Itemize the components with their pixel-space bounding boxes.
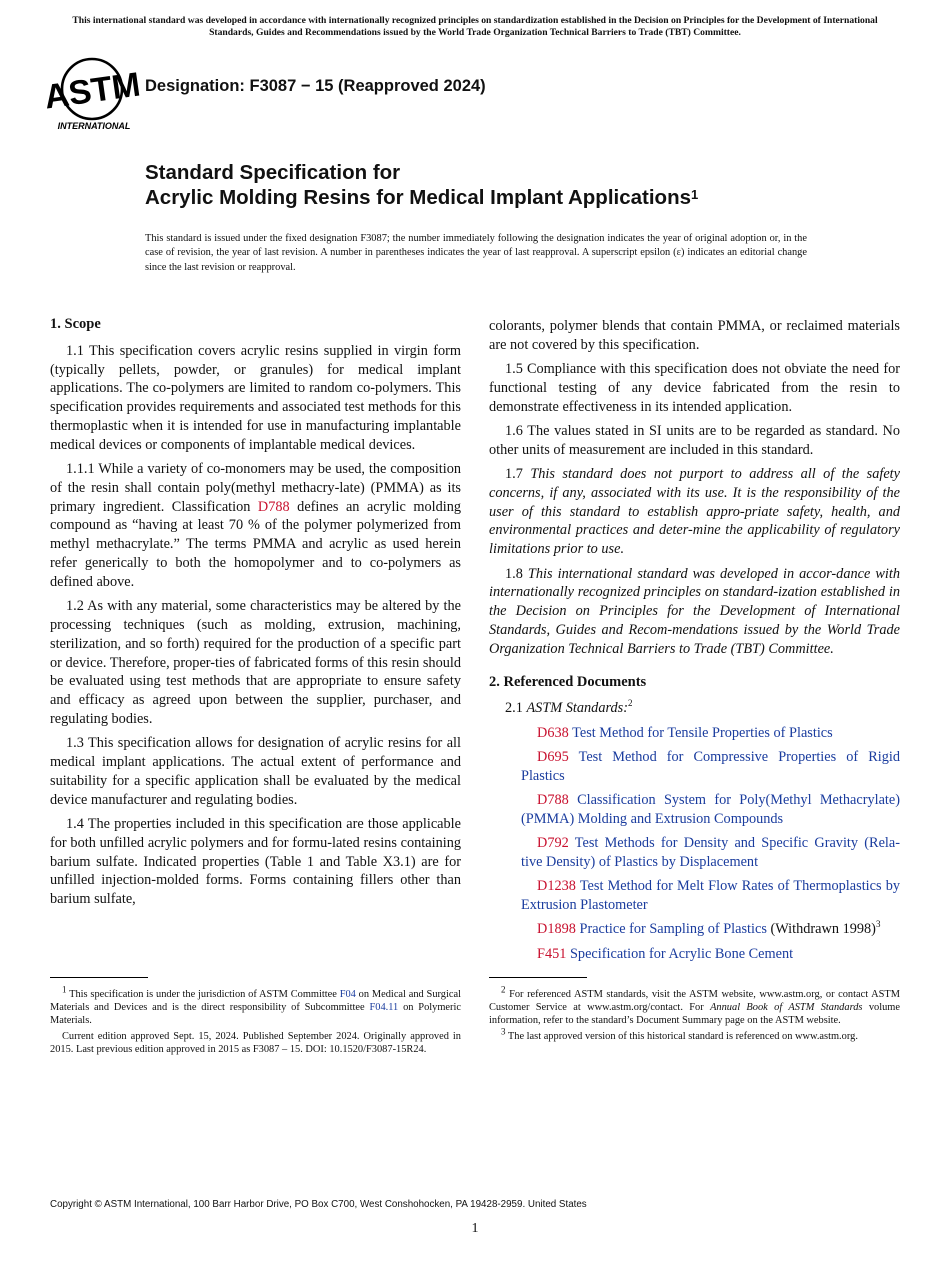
document-title-link[interactable]: Test Method for Tensile Properties of Plastics [572, 724, 833, 741]
footnote-text: on Medical and Surgical Materials and Devices and is the direct responsibility of Subcommittee [50, 989, 461, 1014]
paragraph-1-8 [489, 565, 900, 659]
footnote-mark: 1 [62, 984, 67, 995]
logo-mark-text: ASTM [41, 65, 143, 117]
link-d788[interactable]: D788 [257, 498, 290, 515]
standard-issue-notice: This standard is issued under the fixed designation F3087; the number immediately following the designation indicates the year of original adoption or, in the case of revision, the year of last revision. A number in parentheses indicates the year of last reapproval. A superscript epsilon (ε) indicates an editorial change since the last revision or reapproval. [145, 233, 807, 273]
astm-logo [41, 56, 143, 132]
page-number: 1 [471, 1221, 479, 1236]
footnote-divider-right [489, 977, 587, 978]
paragraph-number: 1.8 [505, 565, 528, 582]
document-code-link[interactable]: D1238 [537, 878, 576, 895]
footnote-text: The last approved version of this historical standard is referenced on www.astm.org. [505, 1030, 858, 1042]
document-title-link[interactable]: Test Methods for Density and Specific Gravity (Rela-tive Density) of Plastics by Displacement [521, 835, 900, 870]
title-line-2 [145, 185, 698, 210]
subheading-number: 2.1 [505, 700, 527, 717]
paragraph-1-1-1 [50, 460, 461, 592]
document-title-link[interactable]: Specification for Acrylic Bone Cement [569, 945, 794, 962]
footnote-divider-left [50, 977, 148, 978]
link-f04-11[interactable]: F04.11 [369, 1002, 399, 1014]
footnote-3 [489, 1026, 900, 1043]
page-title [145, 160, 698, 210]
footnote-emphasis: Annual Book of ASTM Standards [710, 1002, 863, 1014]
footnote-2 [489, 984, 900, 1028]
referenced-document-item [489, 834, 900, 872]
section-heading-referenced-documents: 2. Referenced Documents [489, 673, 647, 690]
document-title-link[interactable]: Test Method for Compressive Properties of Rigid Plastics [521, 748, 900, 784]
paragraph-1-1: 1.1 This specification covers acrylic resins supplied in virgin form (typically pellets, powder, or granules) for medical implant applications. The co-polymers are limited to random co-polymers. This specification provides requirements and associated test methods for this thermoplastic when it is intended for use in manufacturing implantable medical devices or components of implantable medical devices. [50, 342, 461, 453]
document-code-link[interactable]: D788 [537, 792, 569, 809]
document-code-link[interactable]: D695 [537, 748, 569, 765]
document-title-link[interactable]: Test Method for Melt Flow Rates of Thermoplastics by Extrusion Plastometer [521, 878, 900, 914]
paragraph-text: defines an acrylic molding compound as “having at least 70 % of the polymer polymerized from methyl methacrylate.” The terms PMMA and acrylic as used herein refer generically to both the homopolymer and to co-polymers as defined above. [50, 498, 461, 590]
paragraph-text: 1.1.1 While a variety of co-monomers may be used, the composition of the resin shall contain poly(methyl methacry-late) (PMMA) as its primary ingredient. Classification [50, 461, 461, 515]
referenced-document-item [489, 791, 900, 829]
footnote-1 [50, 984, 461, 1028]
referenced-document-item [489, 945, 900, 964]
referenced-document-item [489, 877, 900, 915]
paragraph-1-5: 1.5 Compliance with this specification does not obviate the need for functional testing of any device fabricated from the resin to demonstrate effectiveness in its intended application. [489, 361, 900, 415]
paragraph-1-7 [489, 465, 900, 559]
astm-standards-subheading [489, 699, 900, 718]
paragraph-1-4: 1.4 The properties included in this specification are those applicable for both unfilled acrylic polymers and for formu-lated resins containing barium sulfate. Indicated properties (Table 1 and Table X3.1) are for unfilled injection-molded forms. Forms containing fillers other than barium sulfate, [50, 815, 461, 908]
subheading-label: ASTM Standards: [526, 700, 628, 717]
document-title-link[interactable]: Classification System for Poly(Methyl Methacrylate) (PMMA) Molding and Extrusion Compounds [521, 792, 900, 827]
international-standard-notice: This international standard was developed in accordance with internationally recognized principles on standardization established in the Decision on Principles for the Development of International Standards, Guides and Recommendations issued by the World Trade Organization Technical Barriers to Trade (TBT) Committee. [72, 15, 878, 38]
referenced-document-item [489, 920, 900, 939]
copyright-notice: Copyright © ASTM International, 100 Barr Harbor Drive, PO Box C700, West Conshohocken, PA 19428-2959. United States [50, 1199, 587, 1210]
paragraph-1-4-continued: colorants, polymer blends that contain PMMA, or reclaimed materials are not covered by this specification. [489, 318, 900, 353]
footnotes-right [489, 984, 900, 1045]
footnotes-left [50, 984, 461, 1058]
section-heading-scope: 1. Scope [50, 316, 101, 332]
footnote-mark: 3 [875, 919, 881, 930]
title-line-1: Standard Specification for [145, 161, 401, 184]
title-footnote-mark: 1 [691, 187, 699, 202]
footnote-text: volume information, refer to the standard’s Document Summary page on the ASTM website. [489, 1002, 900, 1027]
referenced-documents-list [489, 724, 900, 964]
paragraph-text: This standard does not purport to address all of the safety concerns, if any, associated with its use. It is the responsibility of the user of this standard to establish appro-priate safety, health, and environmental practices and deter-mine the applicability of regulatory limitations prior to use. [489, 466, 900, 558]
designation: Designation: F3087 − 15 (Reapproved 2024) [145, 77, 486, 95]
footnote-mark: 2 [628, 698, 633, 709]
document-title-link[interactable]: Practice for Sampling of Plastics [579, 921, 767, 938]
footnote-text: This specification is under the jurisdiction of ASTM Committee [66, 989, 340, 1000]
link-f04[interactable]: F04 [339, 989, 356, 1000]
document-code-link[interactable]: D1898 [537, 921, 576, 938]
paragraph-text: This international standard was developed in accor-dance with internationally recognized principles on standard-ization established in the Decision on Principles for the Development of International Standards, Guides and Recom-mendations issued by the World Trade Organization Technical Barriers to Trade (TBT) Committee. [489, 565, 900, 657]
footnote-mark: 2 [501, 984, 506, 995]
edition-note: Current edition approved Sept. 15, 2024. Published September 2024. Originally approved in 2015. Last previous edition approved in 2015 as F3087 – 15. DOI: 10.1520/F3087-15R24. [50, 1030, 461, 1055]
footnote-text: For referenced ASTM standards, visit the ASTM website, www.astm.org, or contact ASTM Customer Service at www.astm.org/contact. For [489, 989, 900, 1014]
referenced-document-item [489, 724, 900, 743]
paragraph-number: 1.7 [505, 466, 531, 483]
logo-international-text: INTERNATIONAL [57, 121, 131, 131]
left-column [50, 315, 461, 914]
title-text: Acrylic Molding Resins for Medical Implant Applications [145, 186, 691, 209]
right-column [489, 317, 900, 969]
document-code-link[interactable]: D638 [537, 724, 569, 741]
footnote-text: on Polymeric Materials. [50, 1002, 461, 1027]
referenced-document-item [489, 748, 900, 786]
document-status: (Withdrawn 1998) [766, 921, 876, 938]
paragraph-1-2: 1.2 As with any material, some characteristics may be altered by the processing techniques (such as molding, extrusion, machining, sterilization, and so forth) required for the production of a specific part or device. Therefore, proper-ties of fabricated forms of this resin should be evaluated using test methods that are appropriate to ensure safety and efficacy as agreed upon between the supplier, purchaser, and regulating bodies. [50, 598, 461, 727]
document-code-link[interactable]: F451 [537, 945, 567, 962]
document-code-link[interactable]: D792 [537, 835, 569, 852]
paragraph-1-6: 1.6 The values stated in SI units are to be regarded as standard. No other units of measurement are included in this standard. [489, 422, 900, 458]
paragraph-1-3: 1.3 This specification allows for designation of acrylic resins for all medical implant applications. The actual extent of performance and suitability for a specific application shall be evaluated by the medical device manufacturer and regulating bodies. [50, 735, 461, 808]
footnote-mark: 3 [501, 1026, 506, 1037]
